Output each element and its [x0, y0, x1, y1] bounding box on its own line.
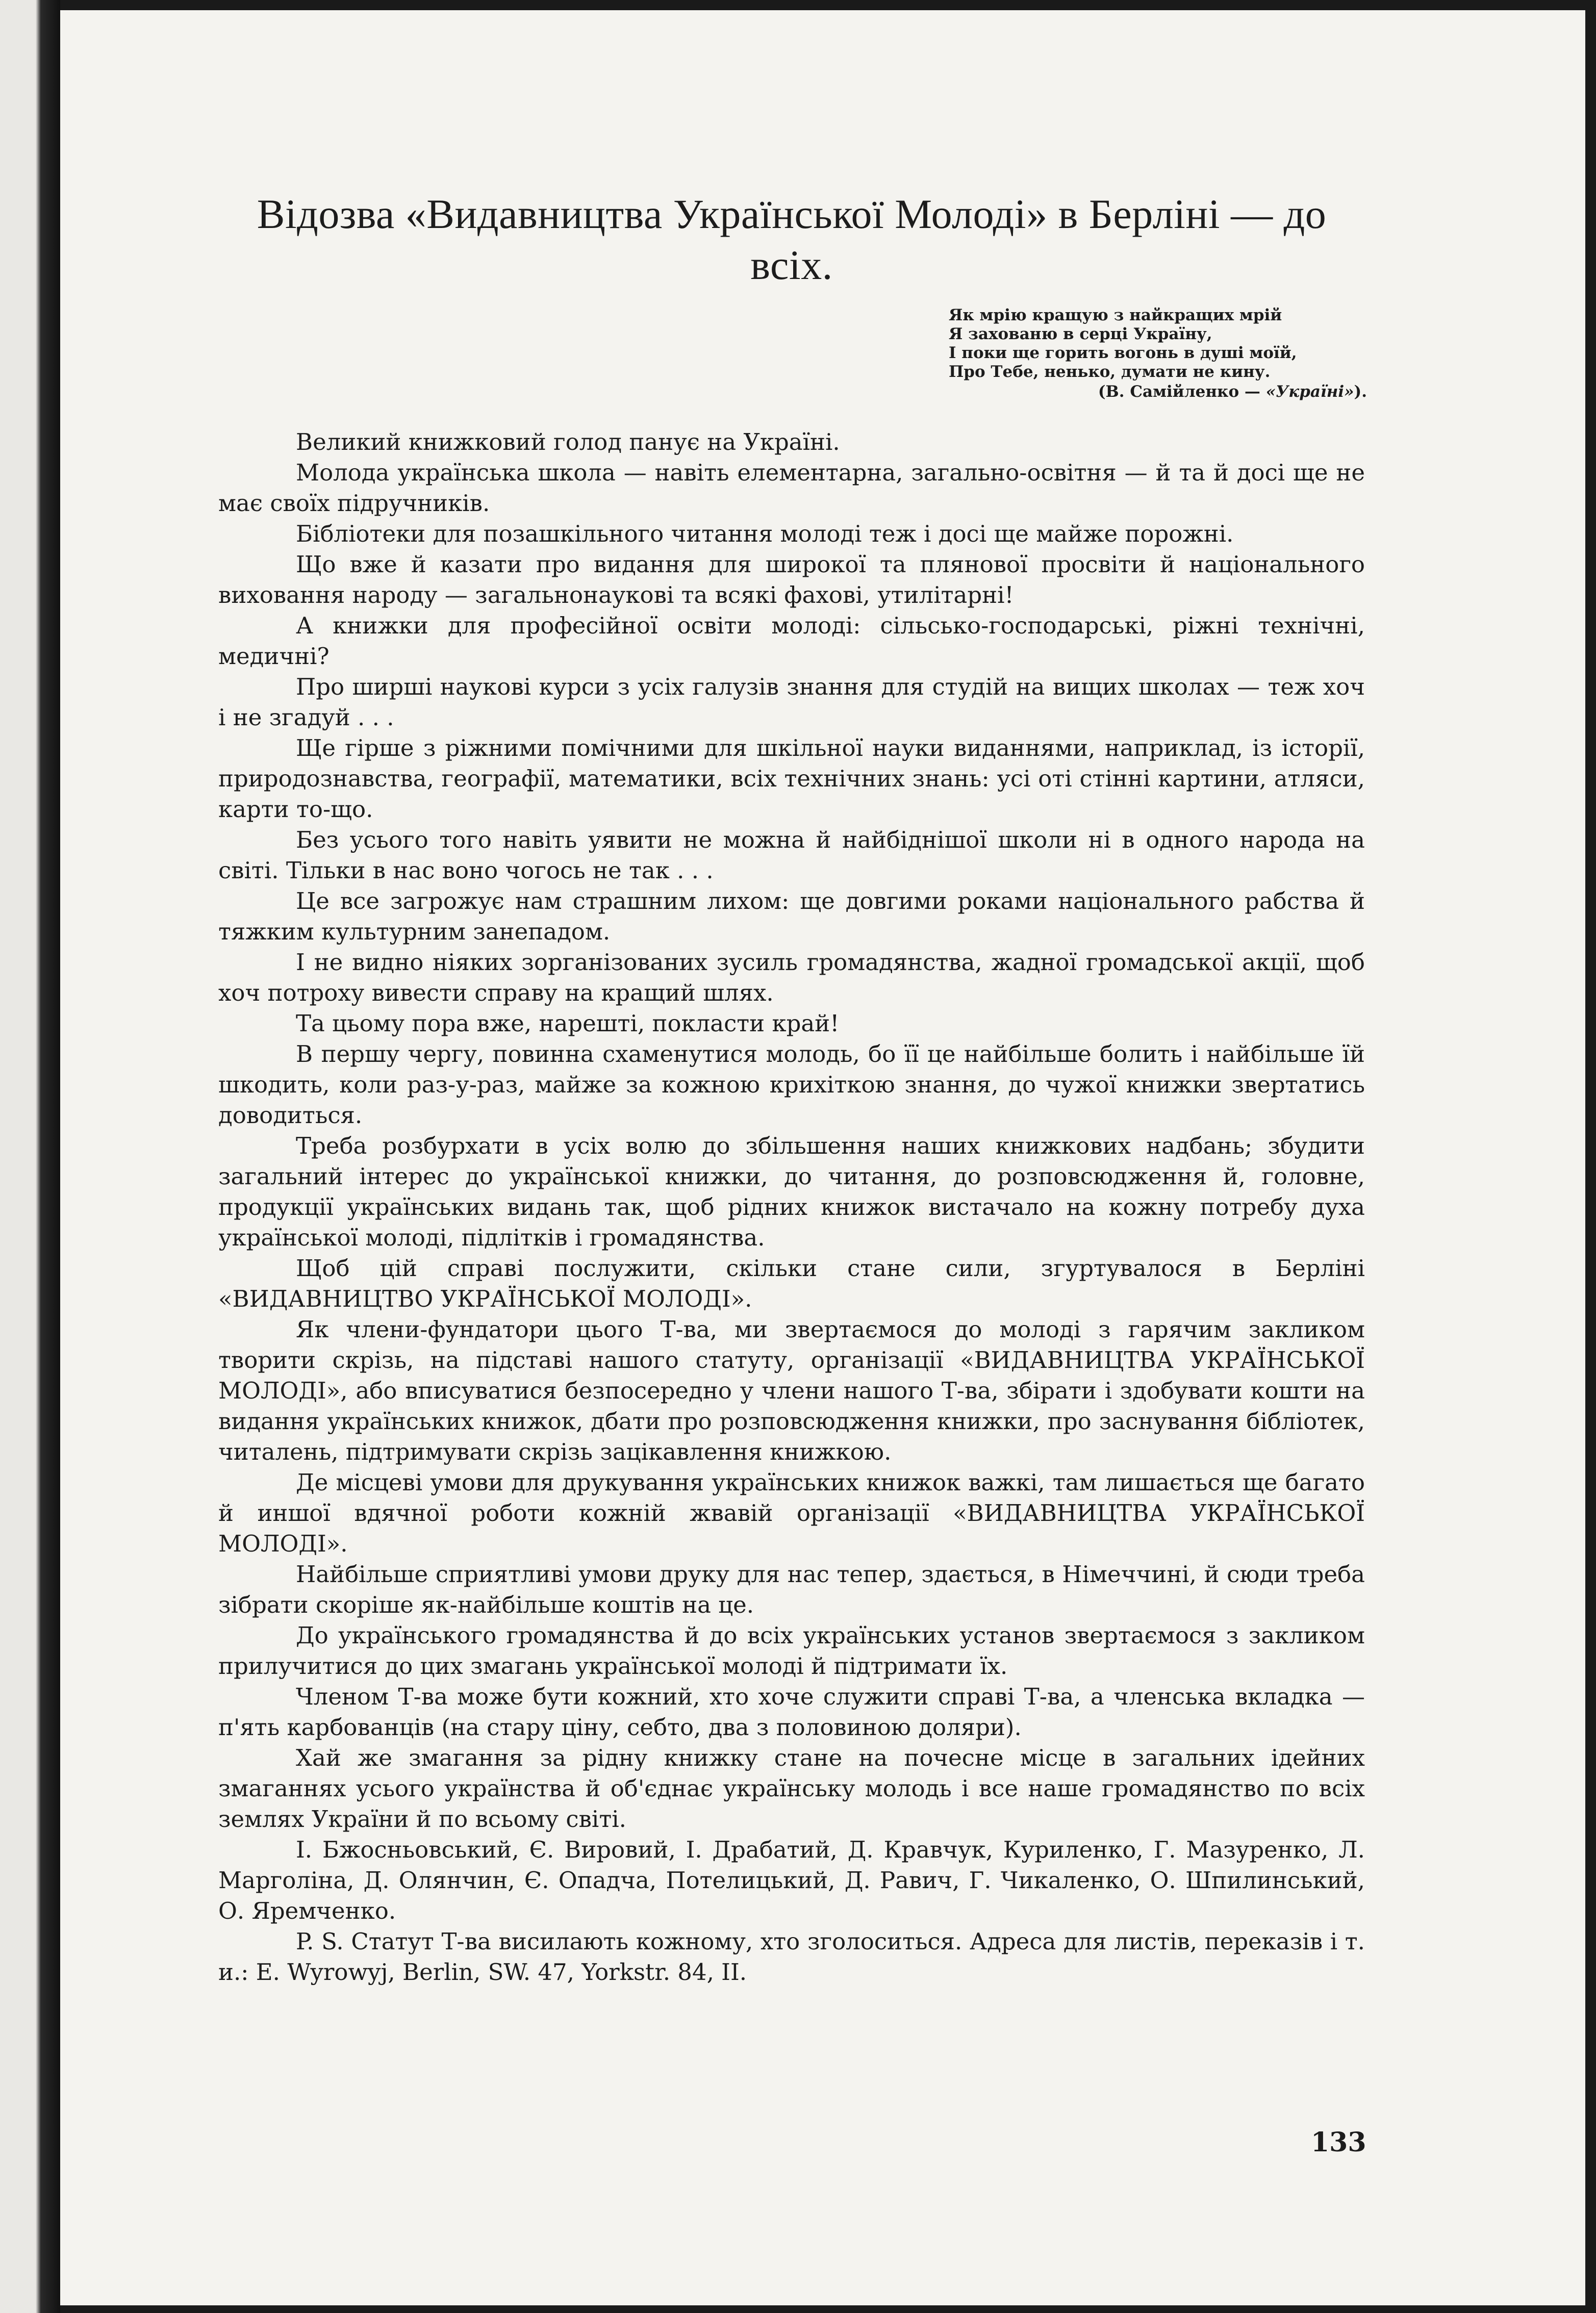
epigraph-work: «Україні»: [1265, 383, 1354, 401]
paragraph: Членом Т-ва може бути кожний, хто хоче служити справі Т-ва, а членська вкладка — п'ять карбованців (на стару ціну, себто, два з половиною доляри).: [218, 1683, 1365, 1741]
paragraph: Без усього того навіть уявити не можна й найбіднішої школи ні в одного народа на світі. Тільки в нас воно чогось не так . . .: [218, 826, 1365, 884]
epigraph-line: Я захованю в серці Україну,: [949, 325, 1212, 343]
paragraph: Треба розбурхати в усіх волю до збільшення наших книжкових надбань; збудити загальний інтерес до української книжки, до читання, до розповсюдження й, головне, продукції українських видань так, щоб рідних книжок вистачало на кожну потребу духа української молоді, підлітків і громадянства.: [218, 1132, 1365, 1251]
epigraph-line: Про Тебе, ненько, думати не кину.: [949, 363, 1271, 381]
paragraph: Та цьому пора вже, нарешті, покласти край!: [296, 1010, 840, 1037]
paragraph: Про ширші наукові курси з усіх галузів знання для студій на вищих школах — теж хоч і не згадуй . . .: [218, 673, 1365, 731]
epigraph-line: Як мрію кращую з найкращих мрій: [949, 306, 1282, 324]
paragraph: Де місцеві умови для друкування українських книжок важкі, там лишається ще багато й иншої вдячної роботи кожній жвавій організації «ВИДАВНИЦТВА УКРАЇНСЬКОЇ МОЛОДІ».: [218, 1469, 1365, 1557]
epigraph-author-end: ).: [1354, 383, 1367, 401]
page-number: 133: [1311, 2127, 1366, 2158]
article-body: [218, 427, 1365, 1835]
paragraph: Що вже й казати про видання для широкої та плянової просвіти й національного виховання народу — загальнонаукові та всякі фахові, утилітарні!: [218, 551, 1365, 608]
paragraph: Бібліотеки для позашкільного читання молоді теж і досі ще майже порожні.: [296, 520, 1234, 547]
article: [218, 189, 1365, 1988]
paragraph: А книжки для професійної освіти молоді: сільсько-господарські, ріжні технічні, медичні?: [218, 612, 1365, 670]
paragraph: Як члени-фундатори цього Т-ва, ми звертаємося до молоді з гарячим закликом творити скрізь, на підставі нашого статуту, організації «ВИДАВНИЦТВА УКРАЇНСЬКОЇ МОЛОДІ», або вписуватися безпосередно у члени нашого Т-ва, збірати і здобувати кошти на видання українських книжок, дбати про розповсюдження книжки, про заснування бібліотек, читалень, підтримувати скрізь зацікавлення книжкою.: [218, 1316, 1365, 1465]
paragraph: Це все загрожує нам страшним лихом: ще довгими роками національного рабства й тяжким культурним занепадом.: [218, 887, 1365, 945]
epigraph-author: (В. Самійленко —: [1098, 383, 1266, 401]
article-title: Відозва «Видавництва Української Молоді» в Берліні — до всіх.: [257, 191, 1327, 288]
paragraph: Молода українська школа — навіть елементарна, загально-освітня — й та й досі ще не має своїх підручників.: [218, 459, 1365, 517]
paragraph: Ще гірше з ріжними помічними для шкільної науки виданнями, наприклад, із історії, природознавства, географії, математики, всіх технічних знань: усі оті стінні картини, атляси, карти то-що.: [218, 734, 1365, 823]
paragraph: В першу чергу, повинна схаменутися молодь, бо її це найбільше болить і найбільше їй шкодить, коли раз-у-раз, майже за кожною крихіткою знання, до чужої книжки звертатись доводиться.: [218, 1040, 1365, 1129]
signatures: І. Бжосньовський, Є. Вировий, І. Драбатий, Д. Кравчук, Куриленко, Г. Мазуренко, Л. Марголіна, Д. Олянчин, Є. Опадча, Потелицький, Д. Равич, Г. Чикаленко, О. Шпилинський, О. Яремченко.: [218, 1836, 1365, 1924]
paragraph: І не видно ніяких зорганізованих зусиль громадянства, жадної громадської акції, щоб хоч потроху вивести справу на кращий шлях.: [218, 949, 1365, 1006]
paragraph: Щоб цій справі послужити, скільки стане сили, згуртувалося в Берліні «ВИДАВНИЦТВО УКРАЇНСЬКОЇ МОЛОДІ».: [218, 1255, 1365, 1312]
paragraph: Хай же змагання за рідну книжку стане на почесне місце в загальних ідейних змаганнях усього українства й об'єднає українську молодь і все наше громадянство по всіх землях України й по всьому світі.: [218, 1744, 1365, 1833]
epigraph-line: І поки ще горить вогонь в душі моїй,: [949, 344, 1297, 362]
page-binding-edge: [0, 0, 60, 2313]
paragraph: Великий книжковий голод панує на Україні.: [296, 428, 840, 455]
paragraph: До українського громадянства й до всіх українських установ звертаємося з закликом прилучитися до цих змагань української молоді й підтримати їх.: [218, 1622, 1365, 1680]
epigraph: [949, 306, 1367, 401]
epigraph-attribution: [949, 383, 1367, 401]
paragraph: Найбільше сприятливі умови друку для нас тепер, здається, в Німеччині, й сюди треба зібрати скоріше як-найбільше коштів на це.: [218, 1561, 1365, 1618]
postscript: P. S. Статут Т-ва висилають кожному, хто зголоситься. Адреса для листів, переказів і т. и.: E. Wyrowyj, Berlin, SW. 47, Yorkstr. 84, II.: [218, 1928, 1365, 1986]
